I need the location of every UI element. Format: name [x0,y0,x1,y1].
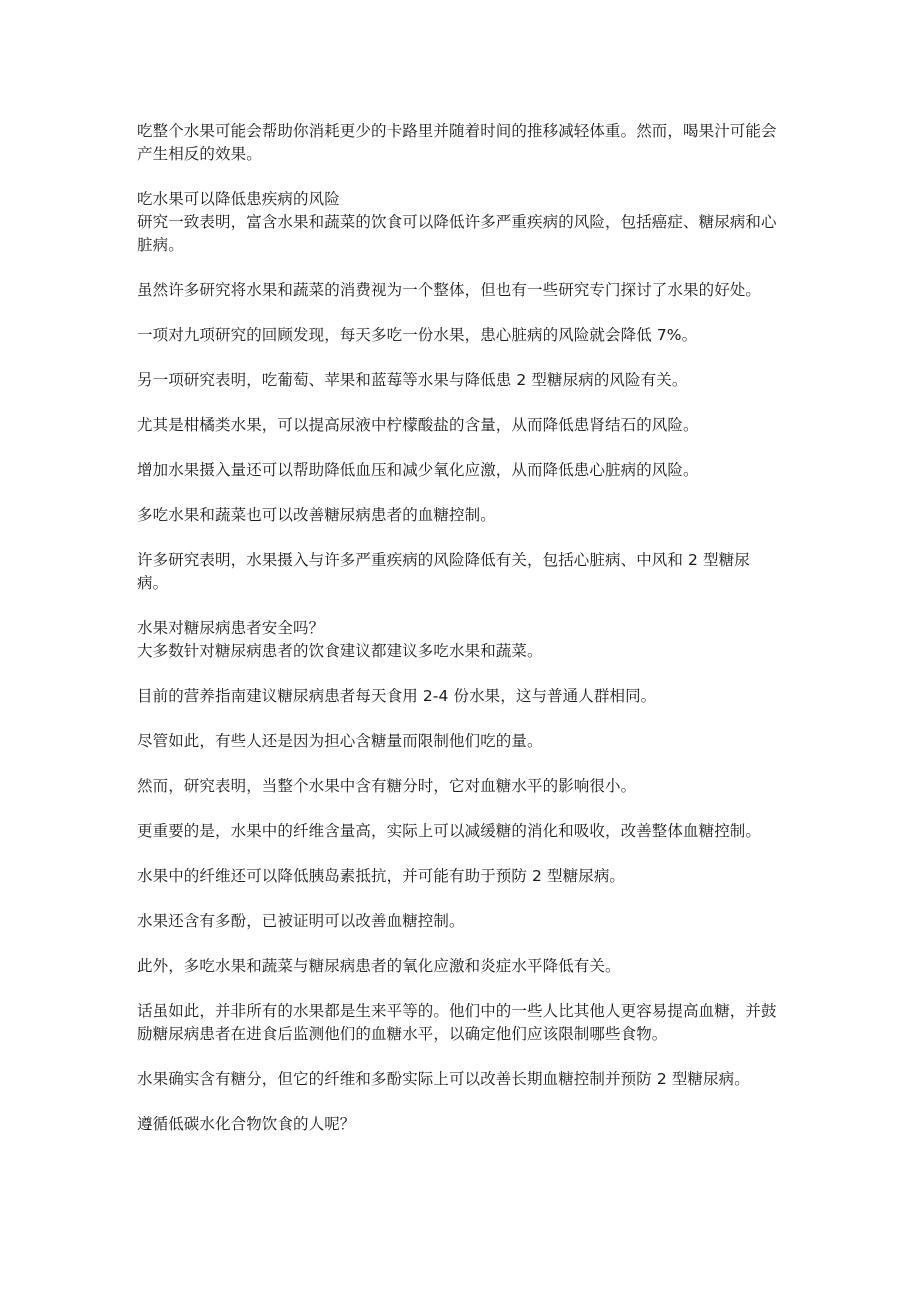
paragraph-many-studies: 许多研究表明，水果摄入与许多严重疾病的风险降低有关，包括心脏病、中风和 2 型糖尿病。 [137,551,750,592]
section-diabetes-safety [137,617,777,663]
section-heading-diabetes-safety: 水果对糖尿病患者安全吗？ [137,619,325,637]
paragraph-polyphenols: 水果还含有多酚，已被证明可以改善血糖控制。 [137,912,465,930]
paragraph-blood-pressure: 增加水果摄入量还可以帮助降低血压和减少氧化应激，从而降低患心脏病的风险。 [137,461,699,479]
paragraph-fiber-content: 更重要的是，水果中的纤维含量高，实际上可以减缓糖的消化和吸收，改善整体血糖控制。 [137,822,762,840]
section-disease-risk [137,188,777,257]
section-heading-disease-risk: 吃水果可以降低患疾病的风险 [137,190,340,208]
paragraph-whole-fruit-calories: 吃整个水果可能会帮助你消耗更少的卡路里并随着时间的推移减轻体重。然而，喝果汁可能会产生相反的效果。 [137,122,777,163]
paragraph-insulin-resistance: 水果中的纤维还可以降低胰岛素抵抗，并可能有助于预防 2 型糖尿病。 [137,867,626,885]
paragraph-sugar-concern: 尽管如此，有些人还是因为担心含糖量而限制他们吃的量。 [137,732,543,750]
paragraph-diet-advice: 大多数针对糖尿病患者的饮食建议都建议多吃水果和蔬菜。 [137,642,543,660]
paragraph-nine-studies: 一项对九项研究的回顾发现，每天多吃一份水果，患心脏病的风险就会降低 7%。 [137,326,698,344]
paragraph-nutrition-guidelines: 目前的营养指南建议糖尿病患者每天食用 2-4 份水果，这与普通人群相同。 [137,687,657,705]
paragraph-oxidative-stress: 此外，多吃水果和蔬菜与糖尿病患者的氧化应激和炎症水平降低有关。 [137,957,621,975]
paragraph-not-all-equal: 话虽如此，并非所有的水果都是生来平等的。他们中的一些人比其他人更容易提高血糖，并鼓励糖尿病患者在进食后监测他们的血糖水平，以确定他们应该限制哪些食物。 [137,1002,777,1043]
paragraph-sugar-fiber-summary: 水果确实含有糖分，但它的纤维和多酚实际上可以改善长期血糖控制并预防 2 型糖尿病。 [137,1070,750,1088]
paragraph-grapes-apples: 另一项研究表明，吃葡萄、苹果和蓝莓等水果与降低患 2 型糖尿病的风险有关。 [137,371,688,389]
paragraph-small-impact: 然而，研究表明，当整个水果中含有糖分时，它对血糖水平的影响很小。 [137,777,637,795]
paragraph-citrus-kidney: 尤其是柑橘类水果，可以提高尿液中柠檬酸盐的含量，从而降低患肾结石的风险。 [137,416,699,434]
paragraph-glucose-control: 多吃水果和蔬菜也可以改善糖尿病患者的血糖控制。 [137,506,496,524]
paragraph-research-consistent: 研究一致表明，富含水果和蔬菜的饮食可以降低许多严重疾病的风险，包括癌症、糖尿病和心脏病。 [137,213,777,254]
paragraph-low-carb-question: 遵循低碳水化合物饮食的人呢？ [137,1115,356,1133]
paragraph-fruit-vegetable-whole: 虽然许多研究将水果和蔬菜的消费视为一个整体，但也有一些研究专门探讨了水果的好处。 [137,281,762,299]
document-page [137,120,777,1158]
